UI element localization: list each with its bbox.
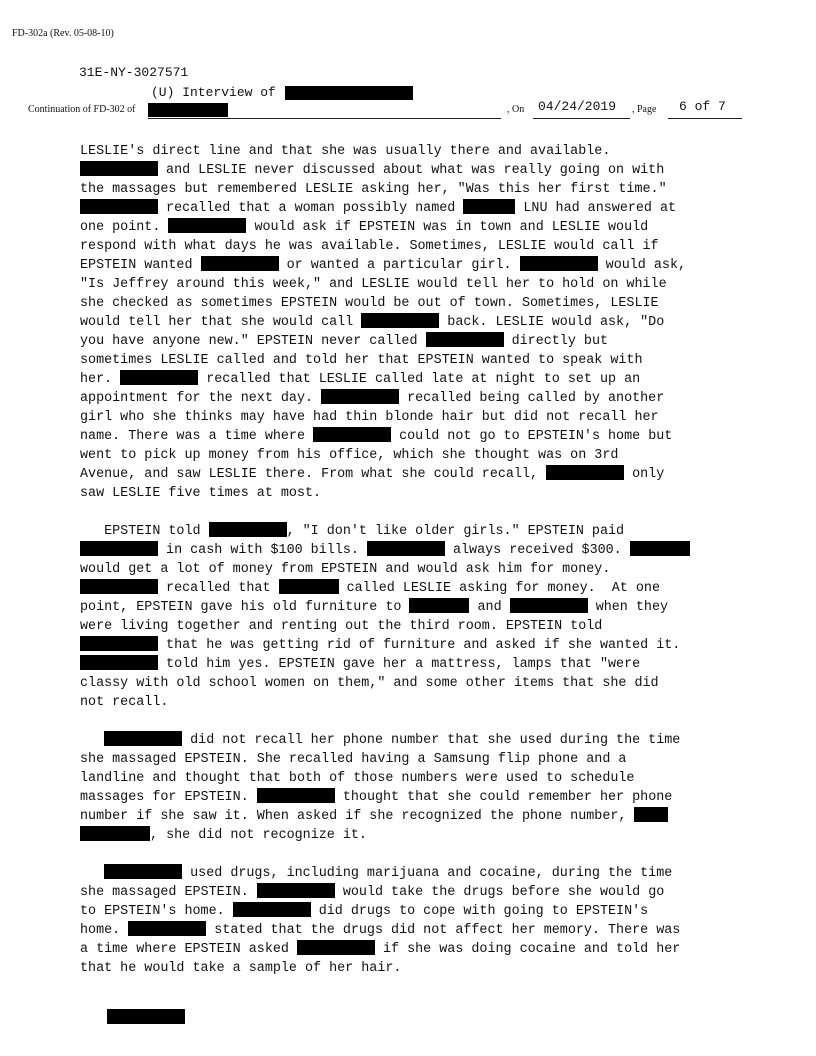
form-identifier: FD-302a (Rev. 05-08-10) [12, 28, 114, 39]
paragraph [80, 142, 740, 503]
redaction-block [80, 826, 150, 841]
paragraph [80, 522, 740, 712]
body-text-line: landline and thought that both of those numbers were used to schedule [80, 771, 635, 786]
redaction-block [546, 465, 624, 480]
interview-date: 04/24/2019 [538, 99, 617, 114]
body-text-line: were living together and renting out the third room. EPSTEIN told [80, 619, 603, 634]
redaction-block [257, 788, 335, 803]
page-underline [668, 118, 742, 119]
body-text-line: appointment for the next day. [80, 391, 322, 406]
body-text-line: saw LESLIE five times at most. [80, 486, 322, 501]
body-text-line: she massaged EPSTEIN. She recalled having a Samsung flip phone and a [80, 752, 627, 767]
file-number: 31E-NY-3027571 [79, 65, 189, 80]
body-text-line [80, 866, 104, 881]
body-text-line: sometimes LESLIE called and told her that EPSTEIN wanted to speak with [80, 353, 643, 368]
body-text-line: EPSTEIN told [80, 524, 209, 539]
redaction-block [148, 103, 228, 117]
redaction-block [520, 256, 598, 271]
body-text-line: that he would take a sample of her hair. [80, 961, 402, 976]
body-text-line: the massages but remembered LESLIE asking her, "Was this her first time." [80, 182, 667, 197]
body-text-line: back. LESLIE would ask, "Do [439, 315, 665, 330]
body-text-line: that he was getting rid of furniture and asked if she wanted it. [158, 638, 681, 653]
paragraph [80, 864, 740, 978]
redaction-block [313, 427, 391, 442]
body-text-line: to EPSTEIN's home. [80, 904, 233, 919]
redaction-block [80, 199, 158, 214]
redaction-block [510, 598, 588, 613]
body-text-line: point, EPSTEIN gave his old furniture to [80, 600, 410, 615]
redaction-block [409, 598, 469, 613]
redaction-block [297, 940, 375, 955]
body-text-line: went to pick up money from his office, which she thought was on 3rd [80, 448, 619, 463]
body-text-line: her. [80, 372, 121, 387]
redaction-block [634, 807, 668, 822]
continuation-label: Continuation of FD-302 of [28, 104, 136, 115]
redaction-block [233, 902, 311, 917]
body-text-line: did drugs to cope with going to EPSTEIN's [310, 904, 649, 919]
body-text-line: LESLIE's direct line and that she was usually there and available. [80, 144, 611, 159]
redaction-block [201, 256, 279, 271]
body-text-line: EPSTEIN wanted [80, 258, 201, 273]
body-text-line: classy with old school women on them," and some other items that she did [80, 676, 659, 691]
body-text-line: respond with what days he was available. Sometimes, LESLIE would call if [80, 239, 659, 254]
body-text-line: name. There was a time where [80, 429, 314, 444]
date-label: , On [507, 104, 525, 115]
redaction-block [80, 541, 158, 556]
body-text-line: stated that the drugs did not affect her memory. There was [206, 923, 681, 938]
body-text-line: she massaged EPSTEIN. [80, 885, 257, 900]
redaction-block [80, 636, 158, 651]
body-text-line: would tell her that she would call [80, 315, 362, 330]
body-text-line: in cash with $100 bills. [158, 543, 367, 558]
body-text-line: LNU had answered at [515, 201, 677, 216]
redaction-block [361, 313, 439, 328]
body-text-line: , "I don't like older girls." EPSTEIN paid [286, 524, 625, 539]
body-text-line: home. [80, 923, 129, 938]
body-text-line: thought that she could remember her phone [334, 790, 673, 805]
body-text-line: told him yes. EPSTEIN gave her a mattress, lamps that "were [158, 657, 641, 672]
continuation-underline [148, 118, 501, 119]
body-text-line: if she was doing cocaine and told her [374, 942, 681, 957]
body-text-line: recalled that LESLIE called late at night to set up an [198, 372, 641, 387]
redaction-block [630, 541, 690, 556]
body-text-line [80, 733, 104, 748]
body-text-line: number if she saw it. When asked if she recognized the phone number, [80, 809, 635, 824]
body-text-line: recalled that [158, 581, 279, 596]
date-underline [533, 118, 630, 119]
body-text-line: girl who she thinks may have had thin blonde hair but did not recall her [80, 410, 659, 425]
body-text-line: could not go to EPSTEIN's home but [391, 429, 673, 444]
body-text-line: recalled that a woman possibly named [158, 201, 464, 216]
redaction-block [279, 579, 339, 594]
body-text-line: directly but [503, 334, 609, 349]
body-text-line: only [624, 467, 665, 482]
redaction-block [80, 655, 158, 670]
redaction-block [285, 86, 413, 100]
document-body [80, 142, 740, 978]
redaction-block [80, 579, 158, 594]
body-text-line: , she did not recognize it. [150, 828, 367, 843]
redaction-block [168, 218, 246, 233]
body-text-line: you have anyone new." EPSTEIN never called [80, 334, 426, 349]
body-text-line: massages for EPSTEIN. [80, 790, 257, 805]
redaction-block [128, 921, 206, 936]
interview-label: (U) Interview of [151, 85, 276, 100]
redaction-block [104, 731, 182, 746]
redaction-block [209, 522, 287, 537]
body-text-line: used drugs, including marijuana and cocaine, during the time [182, 866, 673, 881]
body-text-line: would ask, [597, 258, 687, 273]
body-text-line: called LESLIE asking for money. At one [338, 581, 660, 596]
body-text-line: always received $300. [444, 543, 630, 558]
redaction-block [321, 389, 399, 404]
redaction-block [367, 541, 445, 556]
body-text-line: and LESLIE never discussed about what was really going on with [158, 163, 665, 178]
body-text-line: would take the drugs before she would go [334, 885, 665, 900]
body-text-line: when they [587, 600, 669, 615]
body-text-line: recalled being called by another [399, 391, 665, 406]
body-text-line: "Is Jeffrey around this week," and LESLIE would tell her to hold on while [80, 277, 667, 292]
redaction-block [107, 1009, 185, 1024]
body-text-line: and [469, 600, 510, 615]
body-text-line: not recall. [80, 695, 169, 710]
redaction-block [104, 864, 182, 879]
body-text-line: would ask if EPSTEIN was in town and LESLIE would [246, 220, 649, 235]
page-number: 6 of 7 [679, 99, 726, 114]
page-label: , Page [632, 104, 657, 115]
body-text-line: she checked as sometimes EPSTEIN would be out of town. Sometimes, LESLIE [80, 296, 659, 311]
body-text-line: Avenue, and saw LESLIE there. From what she could recall, [80, 467, 547, 482]
redaction-block [120, 370, 198, 385]
redaction-block [426, 332, 504, 347]
body-text-line: did not recall her phone number that she used during the time [182, 733, 681, 748]
redaction-block [80, 161, 158, 176]
paragraph [80, 731, 740, 845]
body-text-line: a time where EPSTEIN asked [80, 942, 297, 957]
body-text-line: one point. [80, 220, 169, 235]
redaction-block [257, 883, 335, 898]
body-text-line: would get a lot of money from EPSTEIN and would ask him for money. [80, 562, 611, 577]
redaction-block [463, 199, 515, 214]
body-text-line: or wanted a particular girl. [278, 258, 520, 273]
